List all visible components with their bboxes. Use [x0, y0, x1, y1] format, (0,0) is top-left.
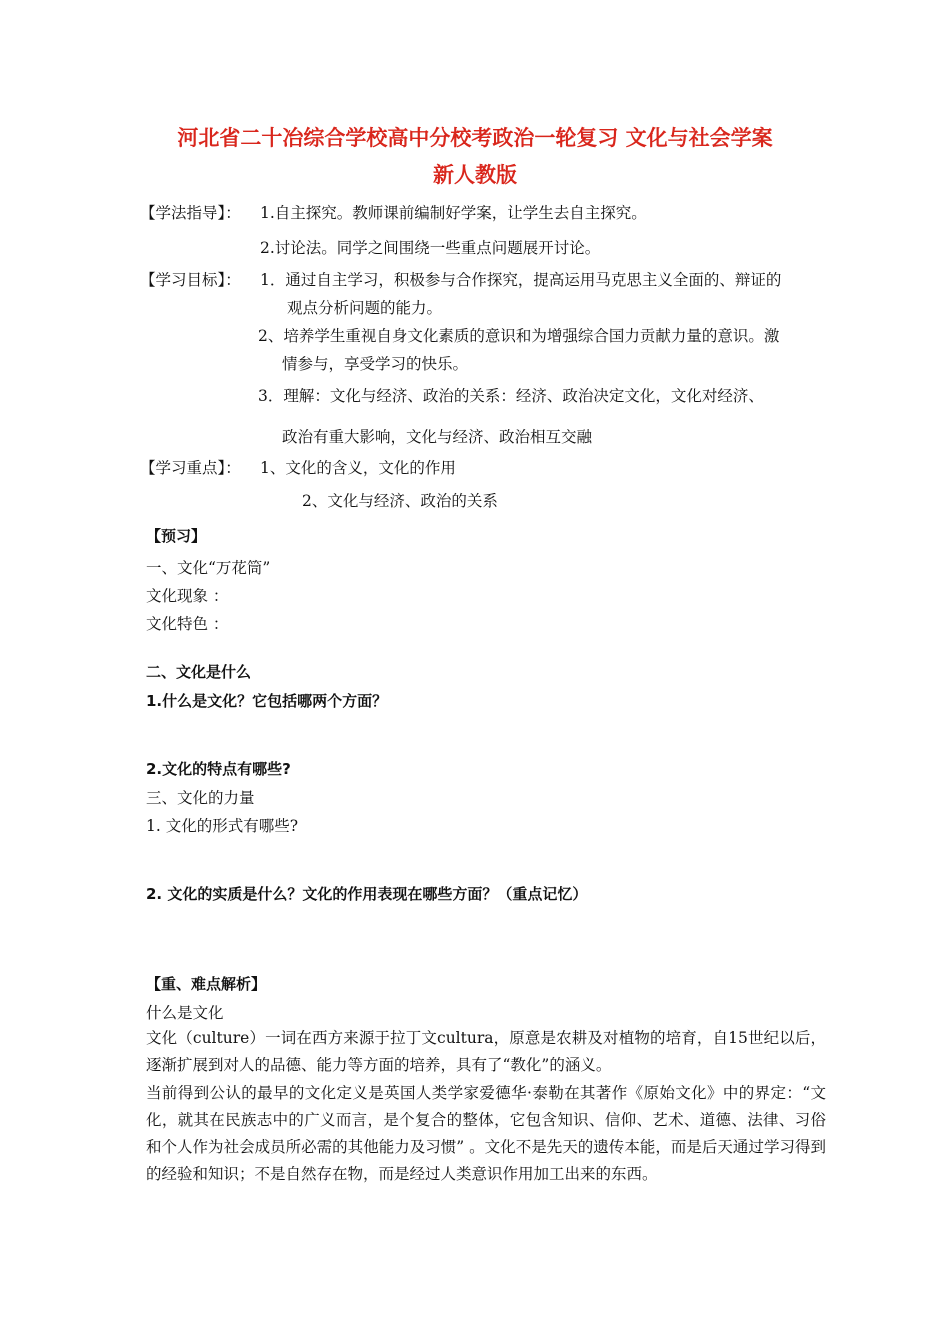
focus-item-2: 2、文化与经济、政治的关系: [302, 492, 498, 510]
goal-1-line-2: 观点分析问题的能力。: [287, 299, 443, 317]
preview-section-1: 一、文化“万花筒”: [146, 559, 271, 577]
goal-3-line-2: 政治有重大影响，文化与经济、政治相互交融: [282, 428, 593, 446]
study-method-item-1: 1.自主探究。教师课前编制好学案，让学生去自主探究。: [260, 204, 647, 222]
question-culture-essence: 2. 文化的实质是什么？文化的作用表现在哪些方面？（重点记忆）: [146, 885, 588, 903]
study-focus-label: 【学习重点】：: [140, 459, 241, 477]
goal-3-line-1: 3．理解：文化与经济、政治的关系：经济、政治决定文化，文化对经济、: [258, 387, 764, 405]
question-what-is-culture: 1.什么是文化？它包括哪两个方面？: [146, 692, 388, 710]
preview-heading: 【预习】: [146, 527, 207, 545]
analysis-subheading: 什么是文化: [146, 1004, 224, 1022]
question-culture-forms: 1. 文化的形式有哪些?: [146, 817, 299, 835]
goal-1-line-1: 1．通过自主学习，积极参与合作探究，提高运用马克思主义全面的、辩证的: [260, 271, 782, 289]
study-goals-label: 【学习目标】：: [140, 271, 241, 289]
culture-phenomenon-line: 文化现象 ：: [146, 587, 229, 605]
preview-section-2: 二、文化是什么: [146, 663, 252, 681]
goal-2-line-2: 情参与，享受学习的快乐。: [282, 355, 469, 373]
analysis-paragraph-2: 当前得到公认的最早的文化定义是英国人类学家爱德华·泰勒在其著作《原始文化》中的界定：“文化，就其在民族志中的广义而言，是个复合的整体，它包含知识、信仰、艺术、道德、法律、习俗和个人作为社会成员所必需的其他能力及习惯” 。文化不是先天的遗传本能，而是后天通过学习得到的经验和知识；不是自然存在物，而是经过人类意识作用加工出来的东西。: [146, 1084, 826, 1183]
focus-item-1: 1、文化的含义，文化的作用: [260, 459, 456, 477]
analysis-heading: 【重、难点解析】: [146, 975, 267, 993]
title-line-2: 新人教版: [433, 163, 517, 187]
analysis-paragraph-1: 文化（culture）一词在西方来源于拉丁文cultura，原意是农耕及对植物的培育，自15世纪以后，逐渐扩展到对人的品德、能力等方面的培养，具有了“教化”的涵义。: [146, 1029, 826, 1074]
title-line-1: 河北省二十冶综合学校高中分校考政治一轮复习 文化与社会学案: [177, 126, 773, 150]
preview-section-3: 三、文化的力量: [146, 789, 255, 807]
question-culture-features: 2.文化的特点有哪些?: [146, 760, 291, 778]
study-method-item-2: 2.讨论法。同学之间围绕一些重点问题展开讨论。: [260, 239, 601, 257]
study-method-label: 【学法指导】：: [140, 204, 241, 222]
goal-2-line-1: 2、培养学生重视自身文化素质的意识和为增强综合国力贡献力量的意识。激: [258, 327, 780, 345]
culture-feature-line: 文化特色 ：: [146, 615, 229, 633]
